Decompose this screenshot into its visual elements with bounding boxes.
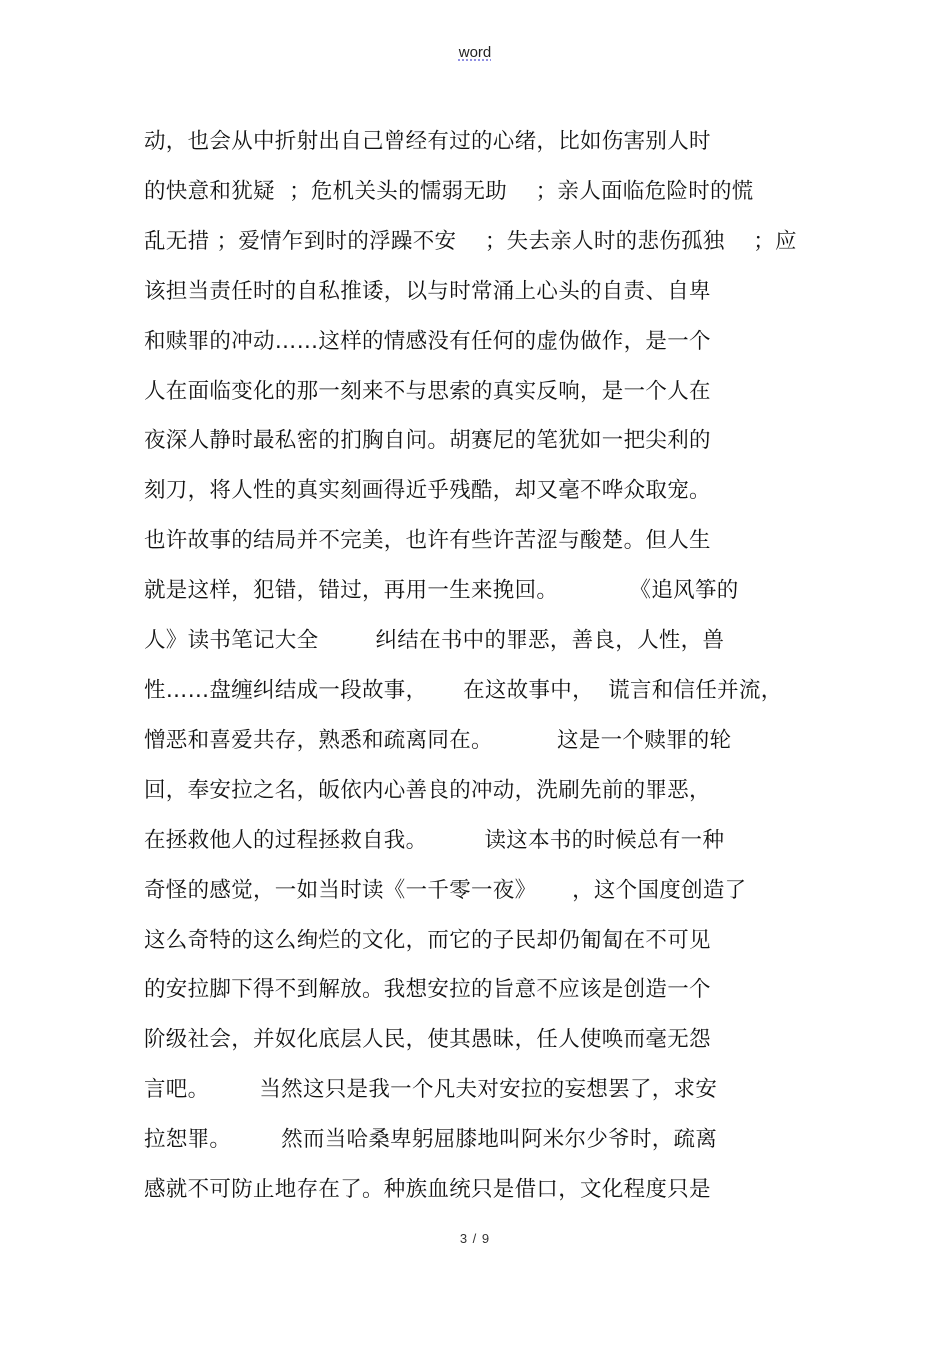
text-line: 夜深人静时最私密的扪胸自问。胡赛尼的笔犹如一把尖利的 [144, 428, 711, 454]
header-title: word [458, 44, 492, 61]
document-body [144, 124, 824, 1222]
text-line: 刻刀，将人性的真实刻画得近乎残酷，却又毫不哗众取宠。 [144, 478, 711, 504]
text-line: 动，也会从中折射出自己曾经有过的心绪，比如伤害别人时 [144, 129, 711, 154]
text-line: 就是这样，犯错，错过，再用一生来挽回。 《追风筝的 [144, 578, 739, 604]
text-line: 言吧。 当然这只是我一个凡夫对安拉的妄想罢了，求安 [144, 1077, 718, 1103]
page-number: 3 / 9 [459, 1231, 491, 1246]
text-line: 回，奉安拉之名，皈依内心善良的冲动，洗刷先前的罪恶， [144, 777, 711, 803]
text-line: 阶级社会，并奴化底层人民，使其愚昧，任人使唤而毫无怨 [144, 1027, 711, 1053]
text-line: 奇怪的感觉，一如当时读《一千零一夜》 ，这个国度创造了 [144, 877, 747, 903]
text-line: 憎恶和喜爱共存，熟悉和疏离同在。 这是一个赎罪的轮 [144, 727, 732, 753]
text-line: 的快意和犹疑 ；危机关头的懦弱无助 ；亲人面临危险时的慌 [144, 178, 754, 204]
text-line: 人在面临变化的那一刻来不与思索的真实反响，是一个人在 [144, 378, 711, 404]
text-line: 该担当责任时的自私推诿，以与时常涌上心头的自责、自卑 [144, 278, 711, 304]
text-line: 和赎罪的冲动……这样的情感没有任何的虚伪做作，是一个 [144, 328, 711, 354]
text-line: 的安拉脚下得不到解放。我想安拉的旨意不应该是创造一个 [144, 977, 711, 1003]
text-line: 感就不可防止地存在了。种族血统只是借口，文化程度只是 [144, 1177, 711, 1203]
text-line: 性……盘缠纠结成一段故事， 在这故事中， 谎言和信任并流， [144, 677, 783, 703]
text-line: 乱无措 ；爱情乍到时的浮躁不安 ；失去亲人时的悲伤孤独 ；应 [144, 228, 797, 254]
text-line: 这么奇特的这么绚烂的文化，而它的子民却仍匍匐在不可见 [144, 927, 711, 953]
text-line: 人》读书笔记大全 纠结在书中的罪恶，善良，人性，兽 [144, 628, 725, 654]
page-header [0, 44, 950, 61]
text-line: 拉恕罪。 然而当哈桑卑躬屈膝地叫阿米尔少爷时，疏离 [144, 1127, 718, 1153]
text-line: 也许故事的结局并不完美，也许有些许苦涩与酸楚。但人生 [144, 528, 711, 554]
text-line: 在拯救他人的过程拯救自我。 读这本书的时候总有一种 [144, 827, 725, 853]
